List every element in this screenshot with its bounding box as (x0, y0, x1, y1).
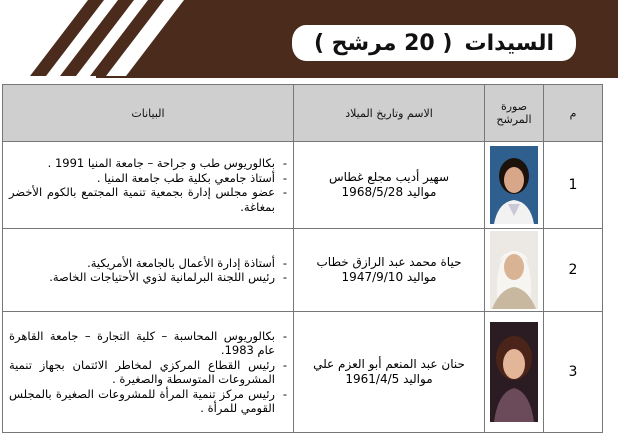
bio-item: - رئيس مركز تنمية المرأة للمشروعات الصغيرة بالمجلس القومي للمرأة . (9, 387, 275, 416)
bio-list (9, 156, 287, 214)
column-header-photo: صورة المرشح (485, 85, 544, 142)
candidate-name: سهير أديب مجلع غطاس (328, 170, 450, 184)
candidate-photo-icon (490, 146, 538, 224)
table-row (3, 142, 603, 229)
bio-item: - رئيس القطاع المركزي لمخاطر الائتمان بجهاز تنمية المشروعات المتوسطة والصغيرة . (9, 358, 275, 387)
column-header-name: الاسم وتاريخ الميلاد (294, 85, 485, 142)
title-count: ( 20 مرشح ) (313, 30, 453, 56)
name-cell (294, 312, 485, 433)
candidate-photo-icon (490, 322, 538, 422)
row-number: 3 (544, 312, 603, 433)
bio-item: - رئيس اللجنة البرلمانية لذوي الأحتياجات الخاصة. (9, 270, 275, 285)
candidate-birth: مواليد 1947/9/10 (341, 270, 437, 284)
data-cell (3, 142, 294, 229)
column-header-data: البيانات (3, 85, 294, 142)
candidate-birth: مواليد 1961/4/5 (345, 372, 433, 386)
candidate-photo-icon (490, 231, 538, 309)
table-header-row (3, 85, 603, 142)
header-rule (96, 76, 618, 78)
row-number: 1 (544, 142, 603, 229)
photo-cell (485, 229, 544, 312)
bio-item: - بكالوريوس طب و جراحة – جامعة المنيا 1991 . (9, 156, 275, 171)
column-header-number: م (544, 85, 603, 142)
data-cell (3, 229, 294, 312)
candidates-table (2, 84, 603, 433)
photo-cell (485, 142, 544, 229)
photo-cell (485, 312, 544, 433)
bio-item: - عضو مجلس إدارة بجمعية تنمية المجتمع بالكوم الأخضر بمغاغة. (9, 185, 275, 214)
candidate-name: حياة محمد عبد الرازق خطاب (316, 255, 462, 269)
name-cell (294, 229, 485, 312)
table-row (3, 229, 603, 312)
candidate-birth: مواليد 1968/5/28 (341, 185, 437, 199)
candidate-name: حنان عبد المنعم أبو العزم علي (313, 357, 465, 371)
title-text: السيدات (464, 30, 554, 56)
page-title (290, 23, 578, 63)
name-cell (294, 142, 485, 229)
bio-list (9, 256, 287, 285)
row-number: 2 (544, 229, 603, 312)
bio-item: - أستاذة إدارة الأعمال بالجامعة الأمريكية. (9, 256, 275, 271)
bio-list (9, 329, 287, 416)
data-cell (3, 312, 294, 433)
table-row (3, 312, 603, 433)
bio-item: - أستاذ جامعي بكلية طب جامعة المنيا . (9, 171, 275, 186)
bio-item: - بكالوريوس المحاسبة – كلية التجارة – جامعة القاهرة عام 1983. (9, 329, 275, 358)
